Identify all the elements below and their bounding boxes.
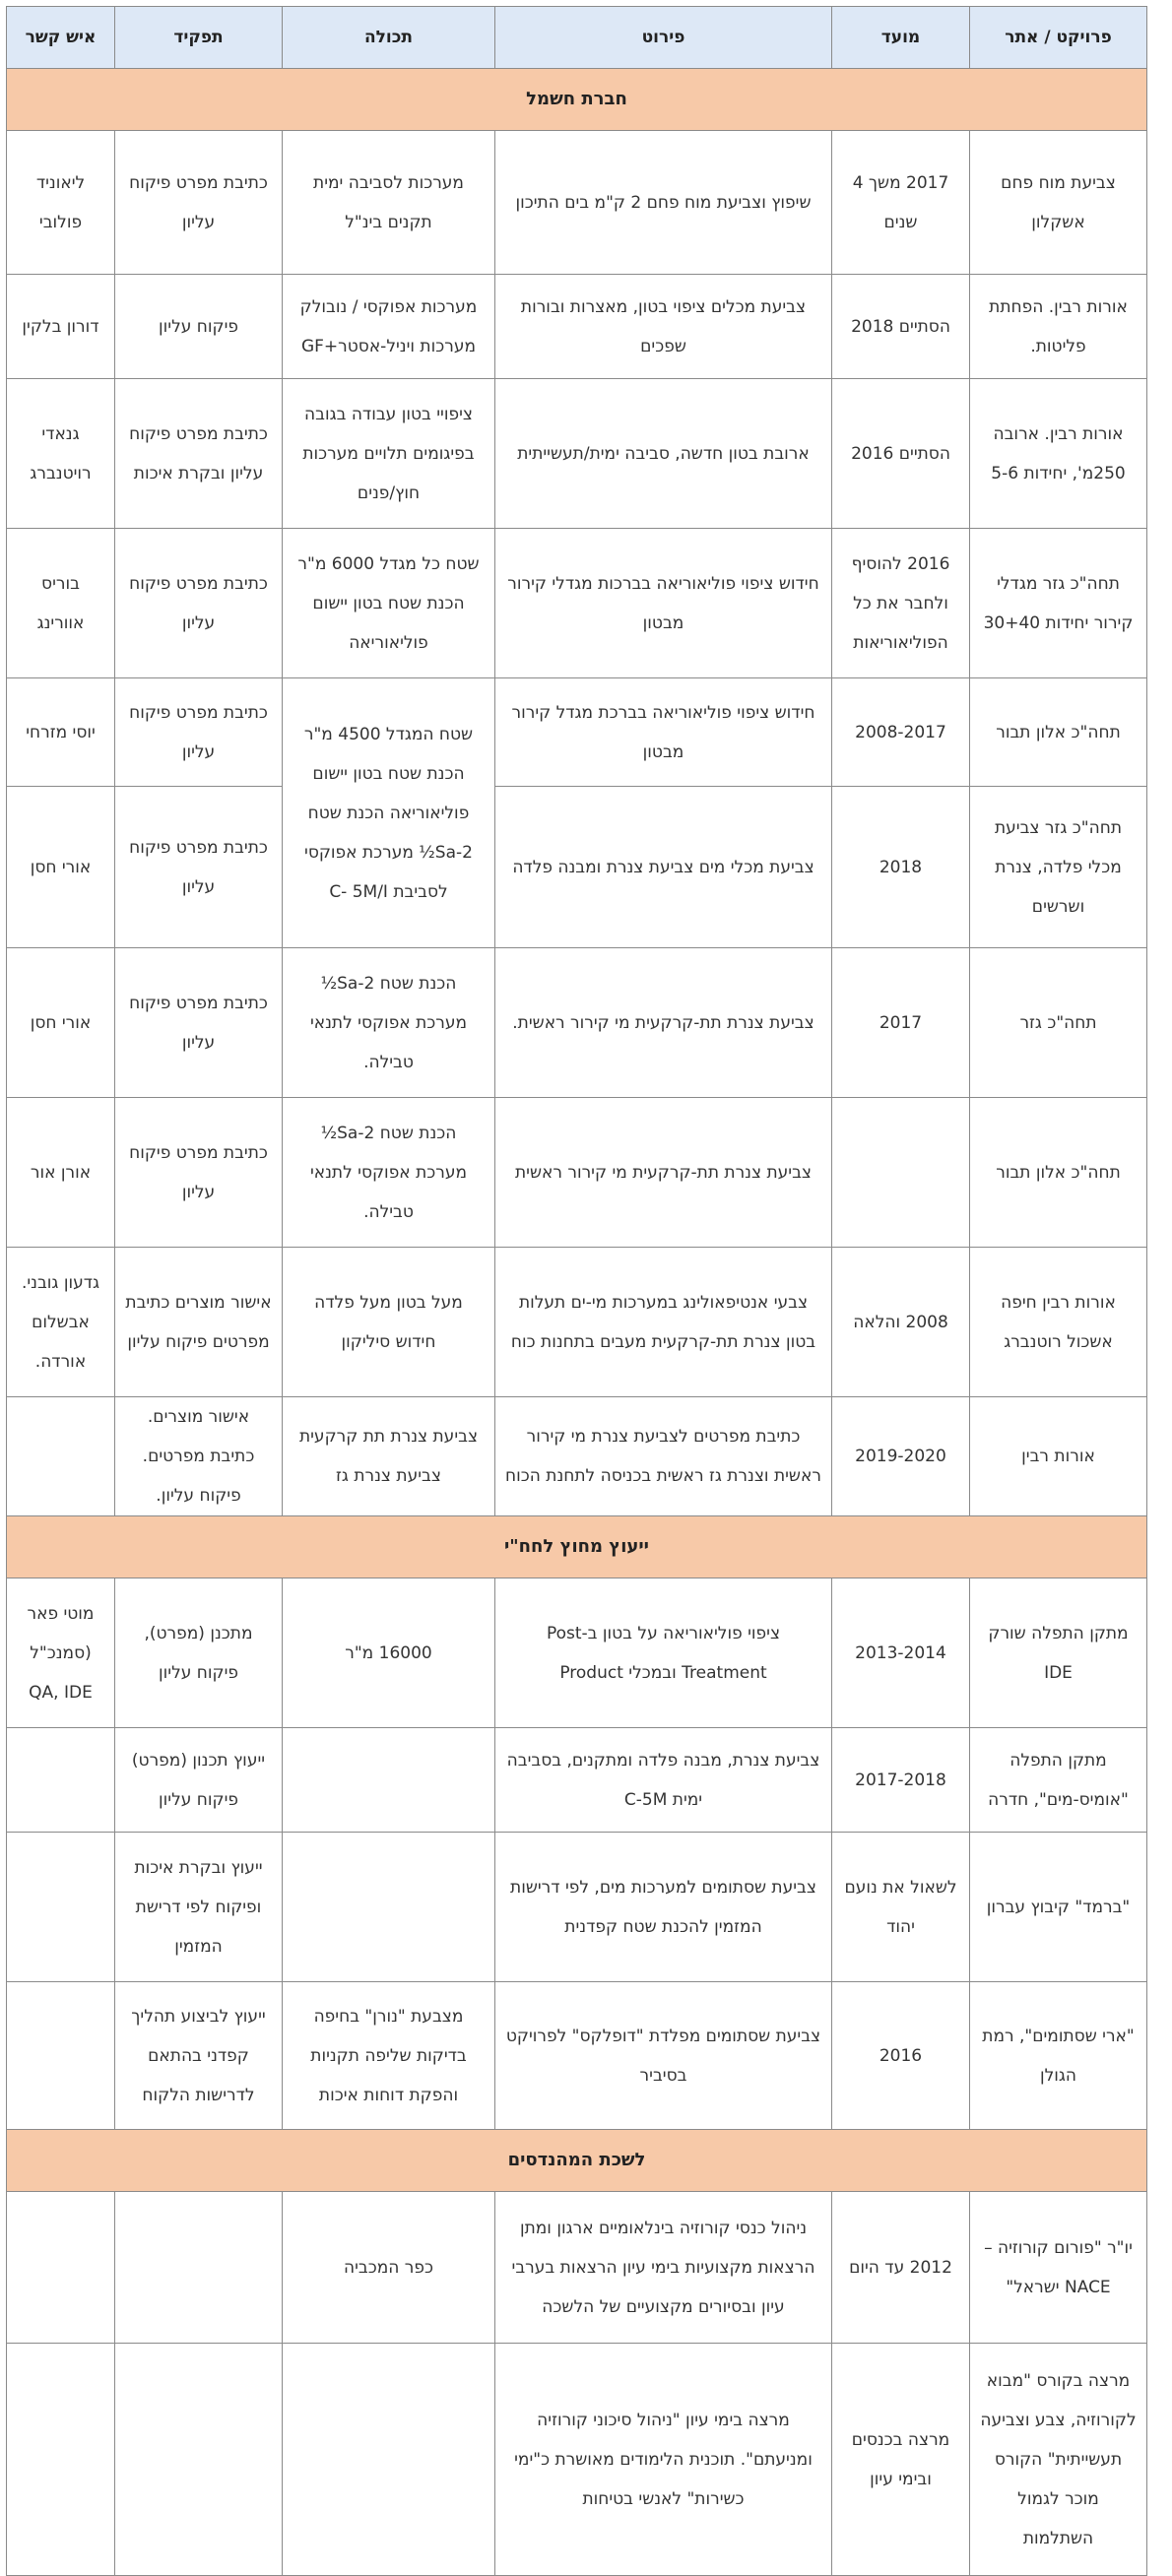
cell-details: צבעי אנטיפאולינג במערכות מי-ים תעלות בטון צנרת תת-קרקעית מעבים בתחנות כוח: [495, 1248, 832, 1397]
table-row: [7, 787, 1147, 948]
cell-date: 2016: [832, 1982, 970, 2130]
cell-contact: [7, 1833, 115, 1982]
cell-date: 2008 והלאה: [832, 1248, 970, 1397]
cell-project: תחה"כ אלון תבור: [970, 678, 1147, 787]
cell-details: חידוש ציפוי פוליאוריאה בברכות מגדלי קירור מבטון: [495, 529, 832, 678]
cell-contact: [7, 1397, 115, 1516]
cell-date: לשאול את נועם יהוד: [832, 1833, 970, 1982]
cell-role: מתכנן (מפרט), פיקוח עליון: [115, 1578, 283, 1728]
cell-volume: ציפויי בטון עבודה בגובה בפיגומים תלויים מערכות חוץ/פנים: [283, 379, 495, 529]
cell-volume: [283, 1728, 495, 1833]
cell-role: ייעוץ לביצוע תהליך קפדני בהתאם לדרישות הלקוח: [115, 1982, 283, 2130]
cell-contact: בוריס אוורינג: [7, 529, 115, 678]
cell-date: 2017-2018: [832, 1728, 970, 1833]
cell-volume: כפר המכביה: [283, 2192, 495, 2344]
cell-contact: גדעון גובני. אבשלום אורדה.: [7, 1248, 115, 1397]
cell-contact: ליאוניד פולובי: [7, 131, 115, 275]
cell-project: מתקן התפלה "אומיס-מים", חדרה: [970, 1728, 1147, 1833]
cell-contact: [7, 1982, 115, 2130]
cell-details: צביעת צנרת תת-קרקעית מי קירור ראשית: [495, 1098, 832, 1248]
table-row: [7, 1098, 1147, 1248]
cell-date: 2008-2017: [832, 678, 970, 787]
cell-date: [832, 1098, 970, 1248]
cell-date: 2018: [832, 787, 970, 948]
cell-details: ארובת בטון חדשה, סביבה ימית/תעשייתית: [495, 379, 832, 529]
cell-contact: יוסי מזרחי: [7, 678, 115, 787]
cell-role: ייעוץ תכנון (מפרט) פיקוח עליון: [115, 1728, 283, 1833]
cell-volume: הכנת שטח Sa-2½ מערכת אפוקסי לתנאי טבילה.: [283, 1098, 495, 1248]
cell-role: אישור מוצרים. כתיבת מפרטים. פיקוח עליון.: [115, 1397, 283, 1516]
cell-contact: דורון בלקין: [7, 275, 115, 379]
cell-details: כתיבת מפרטים לצביעת צנרת מי קירור ראשית וצנרת גז ראשית בכניסה לתחנת הכוח: [495, 1397, 832, 1516]
cell-contact: [7, 2344, 115, 2576]
cell-details: צביעת שסתומים מפלדת "דופלקס" לפרויקט בסיביר: [495, 1982, 832, 2130]
cell-project: "ברמד" קיבוץ עברון: [970, 1833, 1147, 1982]
cell-project: "ארי שסתומים", רמת הגולן: [970, 1982, 1147, 2130]
cell-volume: שטח המגדל 4500 מ"ר הכנת שטח בטון יישום פוליאוריאה הכנת שטח Sa-2½ מערכת אפוקסי לסביבת C- 5M/I: [283, 678, 495, 948]
cell-volume: שטח כל מגדל 6000 מ"ר הכנת שטח בטון יישום פוליאוריאה: [283, 529, 495, 678]
cell-role: כתיבת מפרט פיקוח עליון: [115, 1098, 283, 1248]
cell-project: אורות רבין: [970, 1397, 1147, 1516]
table-row: [7, 678, 1147, 787]
page: [6, 6, 1146, 2576]
cell-contact: אורי חסן: [7, 787, 115, 948]
section-title: ייעוץ מחוץ לחח"י: [7, 1516, 1147, 1578]
table-row: [7, 275, 1147, 379]
cell-date: 2016 להוסיף ולחבר את כל הפוליאוריאות: [832, 529, 970, 678]
cell-volume: [283, 2344, 495, 2576]
cell-volume: [283, 1833, 495, 1982]
cell-project: אורות רבין. ארובה 250מ', יחידות 5-6: [970, 379, 1147, 529]
cell-project: תחה"כ גזר צביעת מכלי פלדה, צנרת ושרשים: [970, 787, 1147, 948]
cell-contact: [7, 1728, 115, 1833]
table-row: [7, 2192, 1147, 2344]
cell-volume: 16000 מ"ר: [283, 1578, 495, 1728]
col-details: פירוט: [495, 7, 832, 69]
cell-project: מתקן התפלה שורק IDE: [970, 1578, 1147, 1728]
cell-date: 2019-2020: [832, 1397, 970, 1516]
section-row: [7, 2130, 1147, 2192]
cell-project: אורות רבין חיפה אשכול רוטנברג: [970, 1248, 1147, 1397]
cell-details: חידוש ציפוי פוליאוריאה בברכת מגדל קירור מבטון: [495, 678, 832, 787]
cell-details: צביעת צנרת, מבנה פלדה ומתקנים, בסביבה ימית C-5M: [495, 1728, 832, 1833]
table-row: [7, 1982, 1147, 2130]
table-row: [7, 2344, 1147, 2576]
cell-details: ציפוי פוליאוריאה על בטון ב-Post Treatment ובמכלי Product: [495, 1578, 832, 1728]
cell-details: צביעת שסתומים למערכות מים, לפי דרישות המזמין להכנת שטח קפדנית: [495, 1833, 832, 1982]
cell-volume: צביעת צנרת תת קרקעית צביעת צנרת גז: [283, 1397, 495, 1516]
projects-table: [6, 6, 1147, 2576]
cell-details: מרצה בימי עיון "ניהול סיכוני קורוזיה ומניעתם". תוכנית הלימודים מאושרת כ"ימי כשירות" לאנשי בטיחות: [495, 2344, 832, 2576]
cell-role: כתיבת מפרט פיקוח עליון: [115, 529, 283, 678]
table-row: [7, 379, 1147, 529]
cell-project: מרצה בקורס "מבוא לקורוזיה, צבע וצביעה תעשייתית" הקורס מוכר לגמול השתלמות: [970, 2344, 1147, 2576]
cell-role: כתיבת מפרט פיקוח עליון ובקרת איכות: [115, 379, 283, 529]
cell-volume: מערכות אפוקסי / נובולק מערכות ויניל-אסטר+GF: [283, 275, 495, 379]
col-project: פרויקט / אתר: [970, 7, 1147, 69]
table-row: [7, 1578, 1147, 1728]
cell-date: 2013-2014: [832, 1578, 970, 1728]
cell-role: אישור מוצרים כתיבת מפרטים פיקוח עליון: [115, 1248, 283, 1397]
cell-role: [115, 2192, 283, 2344]
cell-date: 2012 עד היום: [832, 2192, 970, 2344]
section-title: לשכת המהנדסים: [7, 2130, 1147, 2192]
cell-project: תחה"כ גזר מגדלי קירור יחידות 30+40: [970, 529, 1147, 678]
cell-date: הסתיים 2016: [832, 379, 970, 529]
cell-contact: אורן אור: [7, 1098, 115, 1248]
cell-role: ייעוץ ובקרת איכות ופיקוח לפי דרישת המזמין: [115, 1833, 283, 1982]
cell-date: מרצה בכנסים ובימי עיון: [832, 2344, 970, 2576]
cell-contact: אורי חסן: [7, 948, 115, 1098]
cell-contact: גנאדי רויטנברג: [7, 379, 115, 529]
col-role: תפקיד: [115, 7, 283, 69]
col-date: מועד: [832, 7, 970, 69]
table-row: [7, 948, 1147, 1098]
table-row: [7, 529, 1147, 678]
cell-date: 2017 משך 4 שנים: [832, 131, 970, 275]
cell-role: כתיבת מפרט פיקוח עליון: [115, 787, 283, 948]
cell-volume: מערכות לסביבה ימית תקנים בינ"ל: [283, 131, 495, 275]
cell-details: צביעת מכלים ציפוי בטון, מאצרות ובורות שפכים: [495, 275, 832, 379]
cell-project: צביעת מוח פחם אשקלון: [970, 131, 1147, 275]
section-title: חברת חשמל: [7, 69, 1147, 131]
cell-details: ניהול כנסי קורוזיה בינלאומיים ארגון ומתן הרצאות מקצועיות בימי עיון הרצאות בערבי עיון ובסיורים מקצועיים של הלשכה: [495, 2192, 832, 2344]
table-row: [7, 1248, 1147, 1397]
table-row: [7, 1728, 1147, 1833]
col-contact: איש קשר: [7, 7, 115, 69]
cell-role: [115, 2344, 283, 2576]
cell-date: 2017: [832, 948, 970, 1098]
cell-volume: מצבעת "נורן" בחיפה בדיקות שליפה תקניות והפקת דוחות איכות: [283, 1982, 495, 2130]
cell-role: כתיבת מפרט פיקוח עליון: [115, 131, 283, 275]
cell-details: שיפוץ וצביעת מוח פחם 2 ק"מ בים התיכון: [495, 131, 832, 275]
section-row: [7, 69, 1147, 131]
table-row: [7, 131, 1147, 275]
cell-contact: מוטי פאר (סמנכ"ל QA, IDE: [7, 1578, 115, 1728]
header-row: [7, 7, 1147, 69]
cell-project: יו"ר "פורום קורוזיה – NACE ישראל": [970, 2192, 1147, 2344]
table-row: [7, 1397, 1147, 1516]
cell-details: צביעת מכלי מים צביעת צנרת ומבנה פלדה: [495, 787, 832, 948]
cell-date: הסתיים 2018: [832, 275, 970, 379]
cell-project: אורות רבין. הפחתת פליטות.: [970, 275, 1147, 379]
cell-contact: [7, 2192, 115, 2344]
col-volume: תכולה: [283, 7, 495, 69]
cell-volume: הכנת שטח Sa-2½ מערכת אפוקסי לתנאי טבילה.: [283, 948, 495, 1098]
section-row: [7, 1516, 1147, 1578]
cell-project: תחה"כ אלון תבור: [970, 1098, 1147, 1248]
cell-role: כתיבת מפרט פיקוח עליון: [115, 678, 283, 787]
cell-role: כתיבת מפרט פיקוח עליון: [115, 948, 283, 1098]
cell-project: תחה"כ גזר: [970, 948, 1147, 1098]
cell-role: פיקוח עליון: [115, 275, 283, 379]
table-row: [7, 1833, 1147, 1982]
cell-details: צביעת צנרת תת-קרקעית מי קירור ראשית.: [495, 948, 832, 1098]
cell-volume: מעל בטון מעל פלדה חידוש סיליקון: [283, 1248, 495, 1397]
